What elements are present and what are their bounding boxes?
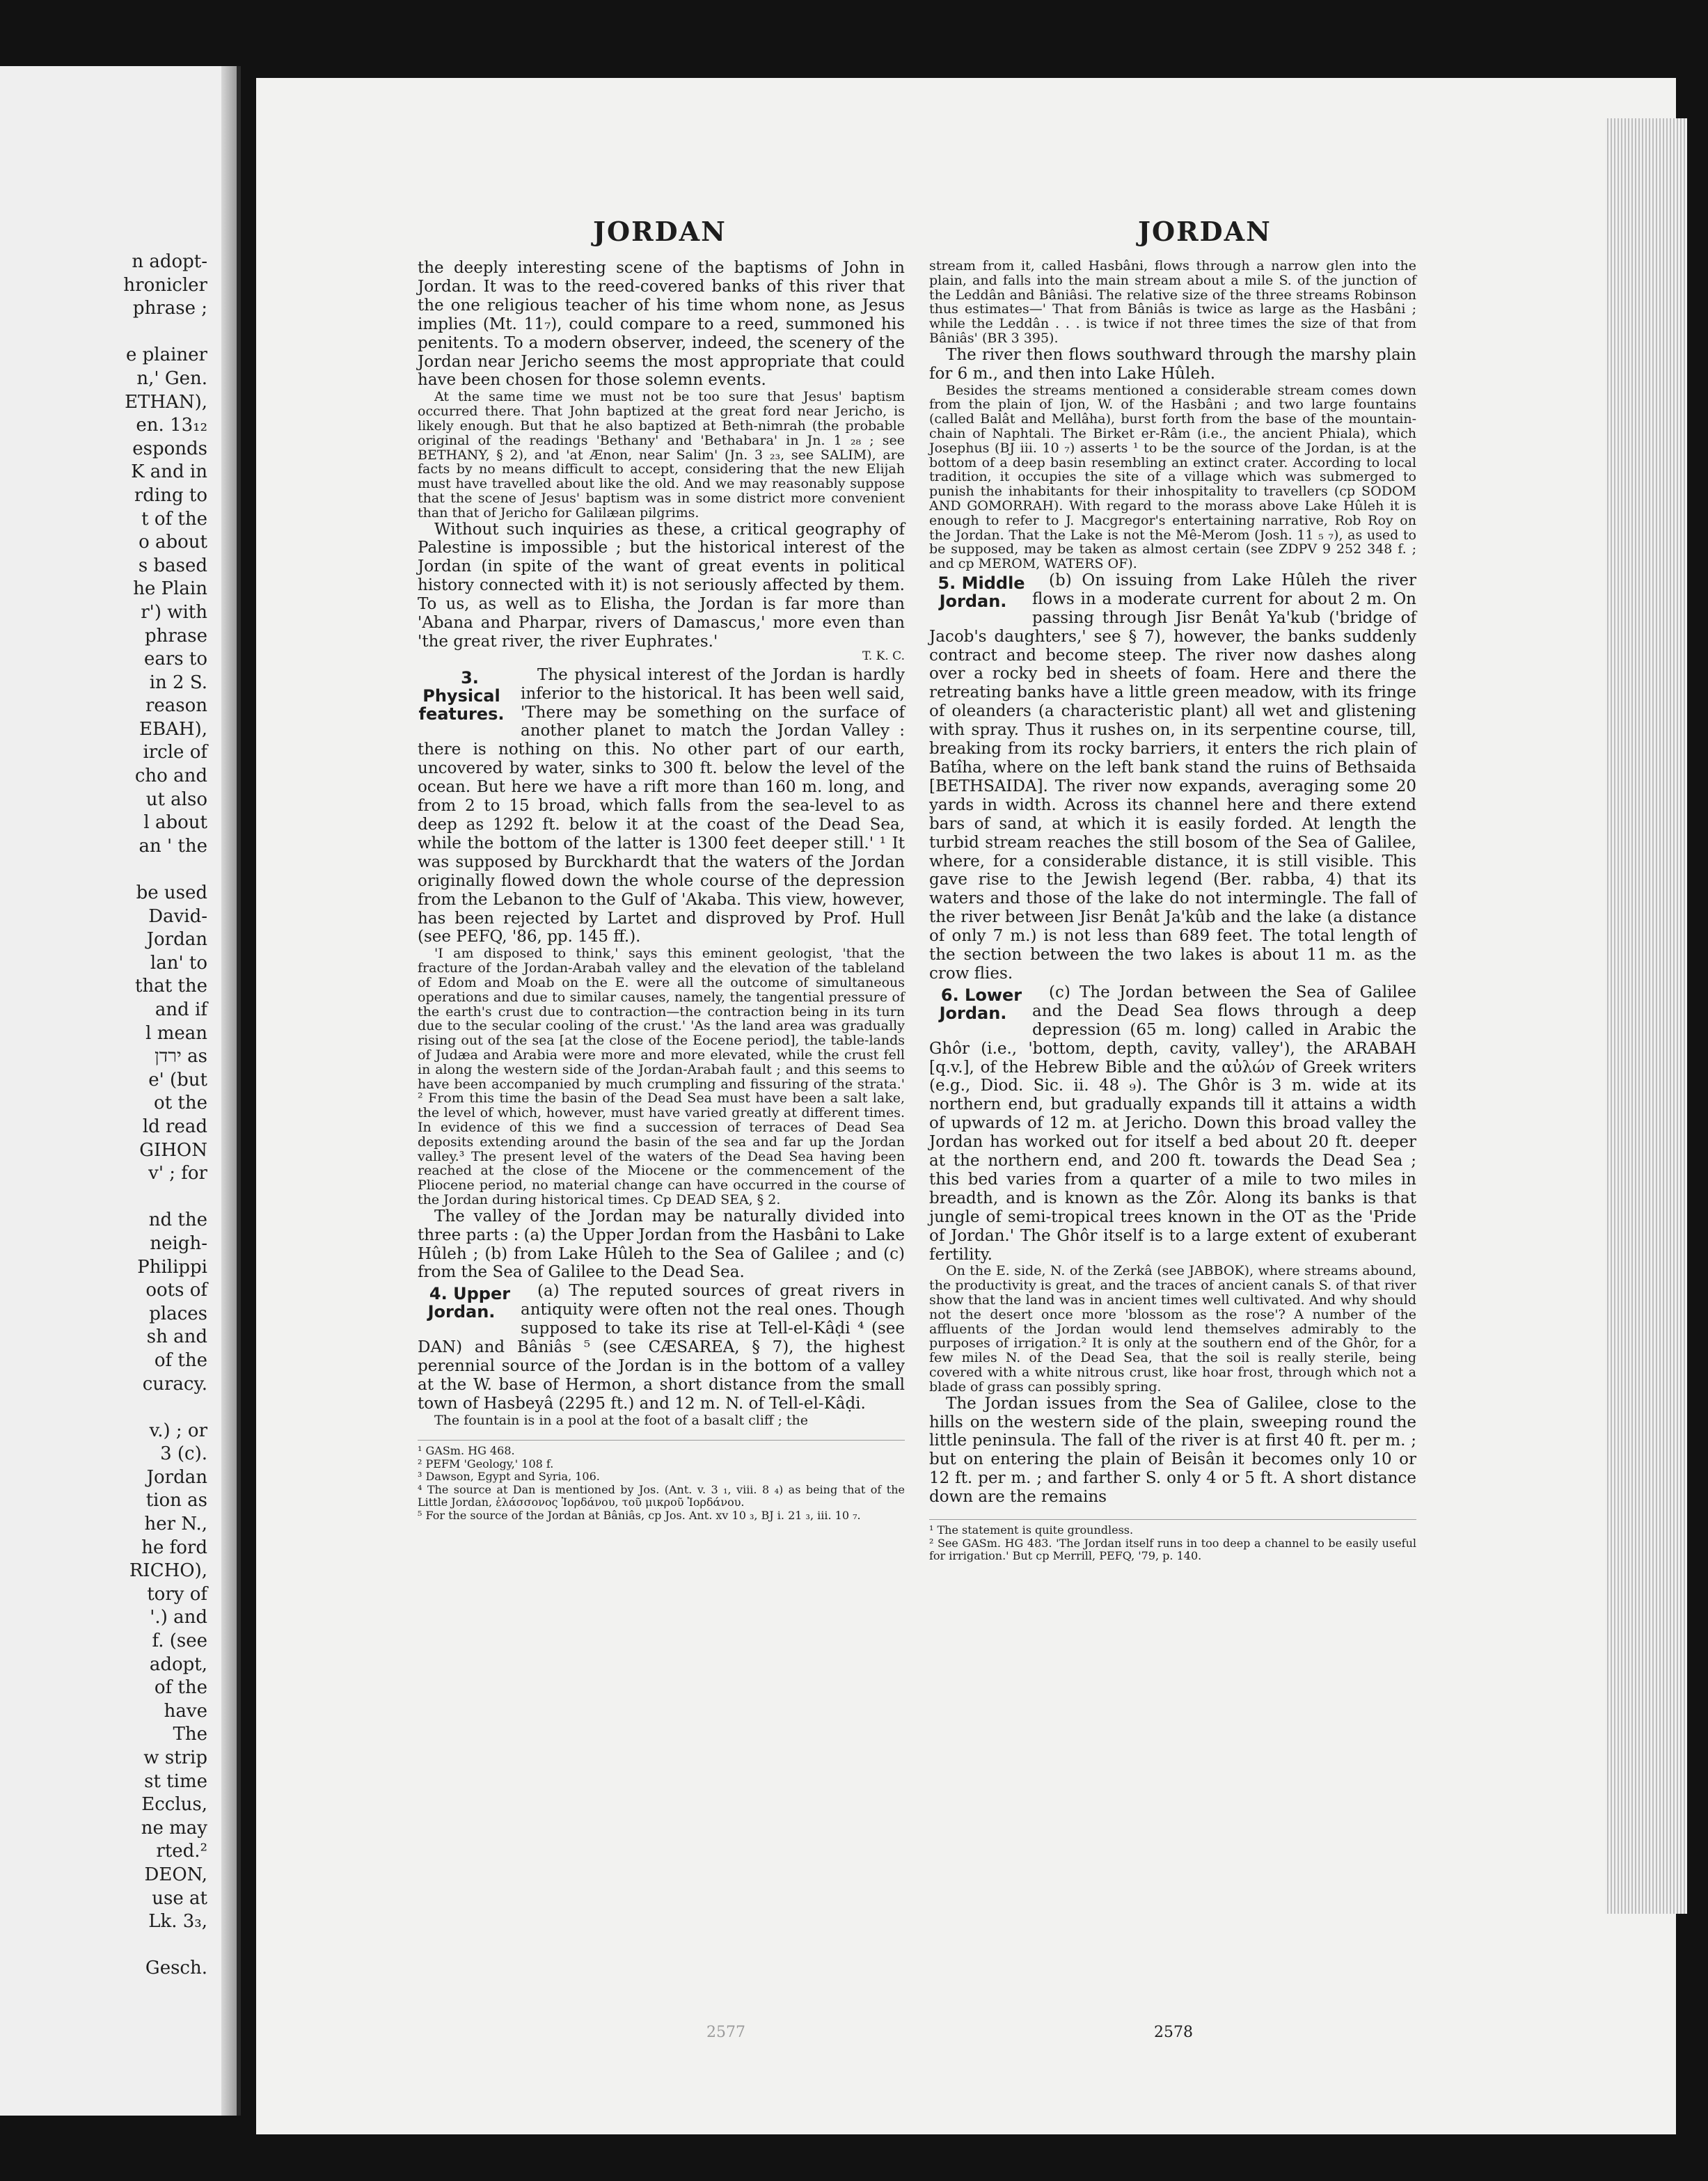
previous-page-line: t of the bbox=[141, 508, 207, 530]
previous-page-line: he ford bbox=[141, 1537, 207, 1558]
author-signature: T. K. C. bbox=[862, 649, 905, 663]
previous-page-line: lan' to bbox=[150, 952, 207, 974]
footnote: ⁴ The source at Dan is mentioned by Jos. (Ant. v. 3 ₁, viii. 8 ₄) as being that of the Little Jordan, ἐλάσσονος Ἰορδάνου, τοῦ μικροῦ Ἰορδάνου. bbox=[418, 1482, 905, 1509]
previous-page-line: st time bbox=[144, 1770, 207, 1792]
previous-page-text bbox=[123, 251, 207, 1981]
paragraph: The valley of the Jordan may be naturally divided into three parts : (a) the Upper Jordan from the Hasbâni to Lake Hûleh ; (b) from Lake Hûleh to the Sea of Galilee ; and (c) from the Sea of Galilee to the Dead Sea. bbox=[418, 1207, 905, 1282]
previous-page-line bbox=[123, 1186, 207, 1210]
previous-page-line: an ' the bbox=[139, 835, 207, 857]
right-column bbox=[929, 259, 1416, 1563]
previous-page-line: l mean bbox=[145, 1022, 207, 1044]
previous-page-line: neigh- bbox=[150, 1232, 207, 1254]
previous-page-line: tion as bbox=[145, 1490, 207, 1512]
previous-page-line: David- bbox=[148, 905, 207, 927]
previous-page-line: ut also bbox=[145, 788, 207, 810]
previous-page-line: sh and bbox=[146, 1326, 207, 1348]
previous-page-line: rding to bbox=[134, 484, 207, 506]
previous-page-line: ears to bbox=[143, 649, 207, 670]
left-column bbox=[418, 259, 905, 1522]
previous-page-line: in 2 S. bbox=[149, 672, 207, 693]
previous-page-line: oots of bbox=[145, 1280, 207, 1301]
previous-page-line: RICHO), bbox=[129, 1560, 207, 1582]
previous-page-line bbox=[123, 1396, 207, 1420]
previous-page-line: n,' Gen. bbox=[136, 367, 207, 389]
previous-page-line: The bbox=[173, 1724, 207, 1745]
right-page-number: 2578 bbox=[1154, 2024, 1193, 2041]
previous-page-line: be used bbox=[136, 882, 207, 904]
previous-page-line: DEON, bbox=[144, 1864, 207, 1885]
previous-page-line: that the bbox=[135, 976, 207, 997]
previous-page-line: f. (see bbox=[152, 1631, 207, 1652]
paragraph-small: The fountain is in a pool at the foot of a basalt cliff ; the bbox=[434, 1412, 809, 1428]
side-heading-middle-jordan: 5. Middle Jordan. bbox=[938, 573, 1025, 611]
footnote: ³ Dawson, Egypt and Syria, 106. bbox=[418, 1470, 600, 1484]
paragraph: 4. Upper Jordan. (a) The reputed sources of great rivers in antiquity were often not the real ones. Though supposed to take its rise at Tell-el-Kâḍi ⁴ (see DAN) and Bâniâs ⁵ (see CÆSAREA, § 7), the highest perennial source of the Jordan is in the bottom of a valley at the W. base of Hermon, a short distance from the small town of Hasbeyâ (2295 ft.) and 12 m. N. of Tell-el-Kâḍi. bbox=[418, 1282, 905, 1413]
paragraph: 5. Middle Jordan. (b) On issuing from Lake Hûleh the river flows in a moderate current for about 2 m. On passing through Jisr Benât Ya'kub ('bridge of Jacob's daughters,' see § 7), however, the banks suddenly contract and become steep. The river now dashes along over a rocky bed in sheets of foam. Here and there the retreating banks have a little green meadow, with its fringe of oleanders (a characteristic plant) all wet and glistening with spray. Thus it rushes on, in its serpentine course, till, breaking from its rocky barriers, it enters the rich plain of Batîha, where on the left bank stand the ruins of Bethsaida [BETHSAIDA]. The river now expands, averaging some 20 yards in width. Across its channel here and there extend bars of sand, at which it is easily forded. At length the turbid stream reaches the still bosom of the Sea of Galilee, where, for a considerable distance, it is still visible. This gave rise to the Jewish legend (Ber. rabba, 4) that its waters and those of the lake do not intermingle. The fall of the river between Jisr Benât Ja'kûb and the lake (a distance of only 7 m.) is not less than 689 feet. The total length of the section between the two lakes is about 11 m. as the crow flies. bbox=[929, 571, 1416, 983]
previous-page-line: he Plain bbox=[133, 578, 207, 600]
previous-page-line: ne may bbox=[141, 1817, 207, 1839]
previous-page-line: esponds bbox=[132, 438, 207, 459]
previous-page-line: curacy. bbox=[142, 1373, 207, 1395]
paragraph-small: stream from it, called Hasbâni, flows through a narrow glen into the plain, and falls into the main stream about a mile S. of the junction of the Leddân and Bâniâsi. The relative size of the three streams Robinson thus estimates—' That from Bâniâs is twice as large as the Hasbâni ; while the Leddân . . . is twice if not three times the size of that from Bâniâs' (BR 3 395). bbox=[929, 258, 1416, 346]
previous-page-line: e' (but bbox=[148, 1069, 207, 1090]
previous-page-line: w strip bbox=[143, 1747, 207, 1768]
previous-page-line: 3 (c). bbox=[160, 1443, 207, 1465]
book-gutter bbox=[221, 66, 241, 2116]
previous-page-line: Philippi bbox=[137, 1256, 207, 1278]
previous-page-line bbox=[123, 1934, 207, 1958]
paragraph: The river then flows southward through the marshy plain for 6 m., and then into Lake Hûleh. bbox=[929, 345, 1416, 383]
previous-page-line: o about bbox=[139, 532, 207, 553]
previous-page-line bbox=[123, 858, 207, 882]
paragraph: Without such inquiries as these, a critical geography of Palestine is impossible ; but the historical interest of the Jordan (in spite of the want of great events in political history connected with it) is not seriously affected by them. To us, as well as to Elisha, the Jordan is far more than 'Abana and Pharpar, rivers of Damascus,' more even than 'the great river, the river Euphrates.' bbox=[418, 520, 905, 651]
footnotes bbox=[929, 1519, 1416, 1563]
footnote: ² See GASm. HG 483. 'The Jordan itself runs in too deep a channel to be easily useful for irrigation.' But cp Merrill, PEFQ, '79, p. 140. bbox=[929, 1536, 1416, 1563]
side-heading-upper-jordan: 4. Upper Jordan. bbox=[427, 1284, 511, 1322]
previous-page-line: cho and bbox=[134, 766, 207, 787]
previous-page-line: r') with bbox=[141, 601, 207, 623]
previous-page-line: phrase ; bbox=[132, 298, 207, 319]
previous-page-line: nd the bbox=[148, 1210, 207, 1231]
previous-page-line: Ecclus, bbox=[141, 1794, 207, 1816]
previous-page-line: ot the bbox=[154, 1093, 207, 1114]
previous-page-line: v.) ; or bbox=[149, 1420, 207, 1441]
footnote: ¹ GASm. HG 468. bbox=[418, 1444, 515, 1458]
previous-page-line: adopt, bbox=[149, 1653, 207, 1675]
paragraph-small: On the E. side, N. of the Zerkâ (see JABBOK), where streams abound, the productivity is great, and the traces of ancient canals S. of that river show that the land was in ancient times well cultivated. And why should not the desert once more 'blossom as the rose'? A number of the affluents of the Jordan would lend themselves admirably to the purposes of irrigation.² It is only at the southern end of the Ghôr, for a few miles N. of the Dead Sea, that the soil is really sterile, being covered with a white nitrous crust, like hoar frost, through which not a blade of grass can possibly spring. bbox=[929, 1263, 1416, 1395]
previous-page-line: l about bbox=[143, 812, 207, 834]
left-running-head: JORDAN bbox=[593, 216, 727, 247]
previous-page-line: K and in bbox=[131, 461, 207, 483]
previous-page-line: '.) and bbox=[150, 1607, 207, 1628]
previous-page-line: n adopt- bbox=[132, 251, 207, 272]
previous-page-line: hronicler bbox=[123, 274, 207, 296]
previous-page bbox=[0, 66, 241, 2116]
paragraph-small: At the same time we must not be too sure that Jesus' baptism occurred there. That John baptized at the great ford near Jericho, is likely enough. But that he also baptized at Beth-nimrah (the probable original of the readings 'Bethany' and 'Bethabara' in Jn. 1 ₂₈ ; see BETHANY, § 2), and 'at Ænon, near Salim' (Jn. 3 ₂₃, see SALIM), are facts by no means difficult to accept, considering that the new Elijah must have travelled about like the old. And we may reasonably suppose that the scene of Jesus' baptism was in some district more convenient than that of Jericho for Galilæan pilgrims. bbox=[418, 389, 905, 521]
paragraph: the deeply interesting scene of the baptisms of John in Jordan. It was to the reed-covered banks of this river that the one religious teacher of his time whom none, as Jesus implies (Mt. 11₇), could compare to a reed, summoned his penitents. To a modern observer, indeed, the scenery of the Jordan near Jericho seems the most appropriate that could have been chosen for those solemn events. bbox=[418, 259, 905, 390]
previous-page-line: EBAH), bbox=[139, 718, 207, 740]
paragraph-small: Besides the streams mentioned a considerable stream comes down from the plain of Ijon, W. of the Hasbâni ; and two large fountains (called Balât and Mellâha), burst forth from the base of the mountain-chain of Naphtali. The Birket er-Râm (i.e., the ancient Phiala), which Josephus (BJ iii. 10 ₇) asserts ¹ to be the source of the Jordan, is at the bottom of a deep basin resembling an extinct crater. According to local tradition, it occupies the site of a village which was submerged to punish the inhabitants for their inhospitality to travellers (cp SODOM AND GOMORRAH). With regard to the morass above Lake Hûleh it is enough to refer to J. Macgregor's entertaining narrative, Rob Roy on the Jordan. That the Lake is not the Mê-Merom (Josh. 11 ₅ ₇), as used to be supposed, may be taken as almost certain (see ZDPV 9 252 348 f. ; and cp MEROM, WATERS OF). bbox=[929, 382, 1416, 572]
previous-page-line bbox=[123, 321, 207, 344]
paragraph: The Jordan issues from the Sea of Galilee, close to the hills on the western side of the plain, sweeping round the little peninsula. The fall of the river is at first 40 ft. per m. ; but on entering the plain of Beisân it becomes only 10 or 12 ft. per m. ; and farther S. only 4 or 5 ft. A short distance down are the remains bbox=[929, 1394, 1416, 1507]
previous-page-line: of the bbox=[154, 1349, 207, 1371]
paragraph: 3. Physical features. The physical interest of the Jordan is hardly inferior to the historical. It has been well said, 'There may be something on the surface of another planet to match the Jordan Valley : there is nothing on this. No other part of our earth, uncovered by water, sinks to 300 ft. below the level of the ocean. But here we have a rift more than 160 m. long, and from 2 to 15 broad, which falls from the sea-level to as deep as 1292 ft. below it at the coast of the Dead Sea, while the bottom of the latter is 1300 feet deeper still.' ¹ It was supposed by Burckhardt that the waters of the Jordan originally flowed down the whole course of the depression from the Lebanon to the Gulf of 'Akaba. This view, however, has been rejected by Lartet and disproved by Prof. Hull (see PEFQ, '86, pp. 145 ff.). bbox=[418, 666, 905, 947]
side-heading-physical-features: 3. Physical features. bbox=[418, 667, 505, 724]
paragraph-small: 'I am disposed to think,' says this eminent geologist, 'that the fracture of the Jordan-Arabah valley and the elevation of the tableland of Edom and Moab on the E. were all the outcome of simultaneous operations and due to similar causes, namely, the tangential pressure of the earth's crust due to contraction—the contraction being in its turn due to the secular cooling of the crust.' 'As the land area was gradually rising out of the sea [at the close of the Eocene period], the table-lands of Judæa and Arabia were more and more elevated, while the crust fell in along the western side of the Jordan-Arabah fault ; and this seems to have been accompanied by much crumpling and fissuring of the strata.' ² From this time the basin of the Dead Sea must have been a salt lake, the level of which, however, must have varied greatly at different times. In evidence of this we find a succession of terraces of Dead Sea deposits extending around the basin of the sea and far up the Jordan valley.³ The present level of the waters of the Dead Sea having been reached at the close of the Miocene or the commencement of the Pliocene period, no material change can have occurred in the course of the Jordan during historical times. Cp DEAD SEA, § 2. bbox=[418, 946, 905, 1207]
previous-page-line: GIHON bbox=[139, 1139, 207, 1161]
previous-page-line: tory of bbox=[147, 1583, 207, 1605]
previous-page-line: Lk. 3₃, bbox=[148, 1911, 207, 1933]
footnotes bbox=[418, 1440, 905, 1522]
previous-page-line: her N., bbox=[144, 1514, 207, 1535]
right-running-head: JORDAN bbox=[1138, 216, 1272, 247]
paragraph: 6. Lower Jordan. (c) The Jordan between the Sea of Galilee and the Dead Sea flows through a deep depression (65 m. long) called in Arabic the Ghôr (i.e., 'bottom, depth, cavity, valley'), the ARABAH [q.v.], of the Hebrew Bible and the αὐλών of Greek writers (e.g., Diod. Sic. ii. 48 ₉). The Ghôr is 3 m. wide at its northern end, but gradually expands till it attains a width of upwards of 12 m. at Jericho. Down this broad valley the Jordan has worked out for itself a bed about 20 ft. deeper at the northern end, and 200 ft. towards the Dead Sea ; this bed varies from a quarter of a mile to two miles in breadth, and is known as the Zôr. Along its banks is that jungle of semi-tropical trees known in the OT as the 'Pride of Jordan.' The Ghôr itself is to a large extent of exuberant fertility. bbox=[929, 983, 1416, 1264]
previous-page-line: v' ; for bbox=[148, 1163, 207, 1184]
footnote: ² PEFM 'Geology,' 108 f. bbox=[418, 1457, 554, 1470]
page-stack-edge bbox=[1605, 118, 1687, 1914]
footnote: ⁵ For the source of the Jordan at Bâniâs, cp Jos. Ant. xv 10 ₃, BJ i. 21 ₃, iii. 10 ₇. bbox=[418, 1508, 861, 1522]
previous-page-line: and if bbox=[155, 999, 207, 1020]
previous-page-line: Jordan bbox=[146, 929, 207, 951]
previous-page-line: use at bbox=[152, 1887, 207, 1909]
previous-page-line: e plainer bbox=[126, 344, 207, 366]
previous-page-line: ld read bbox=[142, 1116, 207, 1137]
previous-page-line: have bbox=[164, 1700, 207, 1722]
previous-page-line: ירדן as bbox=[155, 1046, 207, 1068]
footnote: ¹ The statement is quite groundless. bbox=[929, 1523, 1134, 1537]
previous-page-line: Jordan bbox=[146, 1466, 207, 1488]
previous-page-line: rted.² bbox=[156, 1841, 207, 1862]
previous-page-line: reason bbox=[145, 695, 207, 717]
previous-page-line: places bbox=[149, 1303, 207, 1324]
side-heading-lower-jordan: 6. Lower Jordan. bbox=[939, 985, 1022, 1023]
previous-page-line: ETHAN), bbox=[125, 391, 207, 413]
previous-page-line: of the bbox=[154, 1677, 207, 1699]
previous-page-line: en. 13₁₂ bbox=[136, 415, 207, 436]
left-page-number: 2577 bbox=[706, 2024, 745, 2041]
previous-page-line: Gesch. bbox=[145, 1958, 207, 1979]
previous-page-line: ircle of bbox=[143, 742, 207, 763]
previous-page-line: phrase bbox=[144, 625, 207, 647]
previous-page-line: s based bbox=[138, 555, 207, 576]
